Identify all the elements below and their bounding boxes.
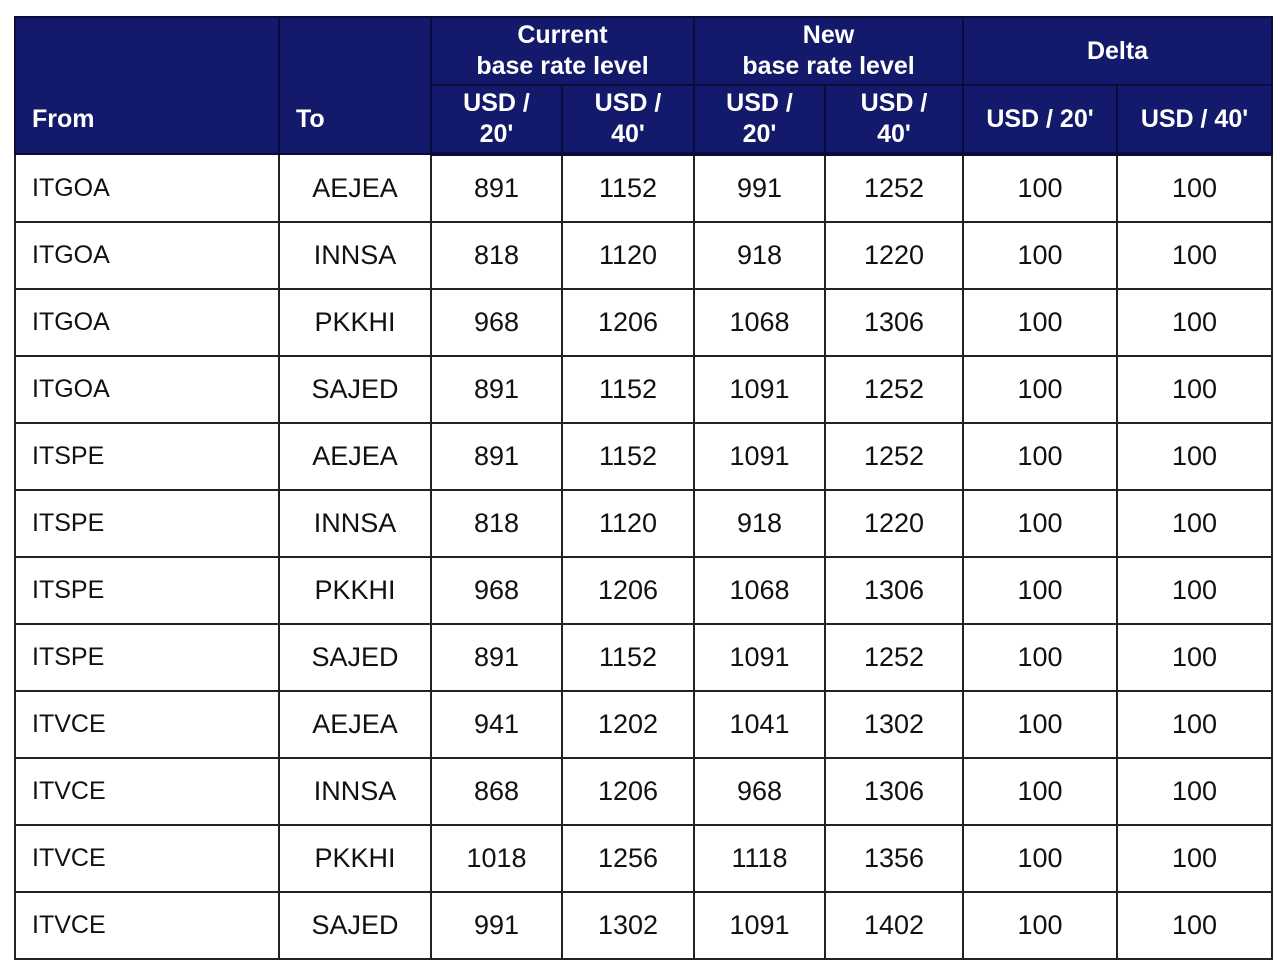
cell-current-40: 1202 [562, 691, 694, 758]
header-current [431, 17, 694, 85]
cell-from: ITSPE [15, 624, 279, 691]
header-label: 40' [877, 120, 911, 148]
cell-current-20: 991 [431, 892, 562, 959]
cell-from: ITSPE [15, 423, 279, 490]
cell-to: SAJED [279, 356, 431, 423]
cell-current-20: 818 [431, 222, 562, 289]
cell-current-20: 891 [431, 423, 562, 490]
cell-delta-20: 100 [963, 289, 1117, 356]
cell-delta-20: 100 [963, 892, 1117, 959]
cell-to: AEJEA [279, 154, 431, 222]
cell-delta-40: 100 [1117, 222, 1272, 289]
cell-new-40: 1302 [825, 691, 963, 758]
table-row [15, 490, 1272, 557]
cell-current-20: 891 [431, 154, 562, 222]
header-label: 20' [742, 120, 777, 148]
cell-delta-40: 100 [1117, 691, 1272, 758]
cell-new-40: 1306 [825, 289, 963, 356]
cell-new-40: 1252 [825, 423, 963, 490]
cell-delta-40: 100 [1117, 624, 1272, 691]
cell-new-20: 1041 [694, 691, 825, 758]
header-label: USD / [860, 89, 928, 117]
cell-new-20: 1091 [694, 624, 825, 691]
cell-new-20: 968 [694, 758, 825, 825]
header-label: USD / [463, 89, 530, 117]
cell-to: INNSA [279, 758, 431, 825]
cell-delta-40: 100 [1117, 825, 1272, 892]
cell-to: PKKHI [279, 557, 431, 624]
cell-from: ITGOA [15, 222, 279, 289]
cell-to: SAJED [279, 624, 431, 691]
cell-current-40: 1206 [562, 289, 694, 356]
cell-current-20: 941 [431, 691, 562, 758]
cell-delta-40: 100 [1117, 758, 1272, 825]
table-row [15, 892, 1272, 959]
cell-new-40: 1356 [825, 825, 963, 892]
cell-delta-20: 100 [963, 356, 1117, 423]
cell-new-40: 1220 [825, 222, 963, 289]
cell-current-20: 818 [431, 490, 562, 557]
cell-new-20: 918 [694, 222, 825, 289]
cell-new-40: 1252 [825, 154, 963, 222]
cell-to: PKKHI [279, 825, 431, 892]
cell-new-20: 918 [694, 490, 825, 557]
cell-delta-20: 100 [963, 222, 1117, 289]
cell-from: ITGOA [15, 356, 279, 423]
cell-current-40: 1120 [562, 222, 694, 289]
cell-delta-20: 100 [963, 490, 1117, 557]
cell-from: ITSPE [15, 557, 279, 624]
header-delta-usd20: USD / 20' [963, 85, 1117, 154]
header-to: To [279, 17, 431, 154]
cell-current-40: 1206 [562, 557, 694, 624]
header-new-line2: base rate level [742, 52, 915, 80]
cell-to: PKKHI [279, 289, 431, 356]
table-row [15, 154, 1272, 222]
header-group-row [15, 17, 1272, 85]
cell-current-40: 1206 [562, 758, 694, 825]
cell-new-40: 1402 [825, 892, 963, 959]
table-row [15, 691, 1272, 758]
cell-current-20: 891 [431, 356, 562, 423]
header-from: From [15, 17, 279, 154]
cell-current-40: 1152 [562, 154, 694, 222]
table-row [15, 825, 1272, 892]
cell-to: AEJEA [279, 423, 431, 490]
cell-delta-40: 100 [1117, 356, 1272, 423]
rate-table [14, 16, 1273, 960]
cell-new-20: 1091 [694, 356, 825, 423]
cell-from: ITVCE [15, 892, 279, 959]
cell-to: INNSA [279, 222, 431, 289]
cell-from: ITGOA [15, 289, 279, 356]
header-current-line1: Current [517, 21, 608, 49]
cell-current-40: 1152 [562, 423, 694, 490]
cell-new-40: 1306 [825, 758, 963, 825]
table-row [15, 222, 1272, 289]
cell-current-40: 1302 [562, 892, 694, 959]
header-delta: Delta [963, 17, 1272, 85]
cell-new-20: 991 [694, 154, 825, 222]
cell-new-20: 1068 [694, 289, 825, 356]
cell-current-40: 1120 [562, 490, 694, 557]
table-row [15, 423, 1272, 490]
header-label: USD / [726, 89, 793, 117]
cell-delta-20: 100 [963, 825, 1117, 892]
header-current-usd20 [431, 85, 562, 154]
cell-from: ITVCE [15, 758, 279, 825]
header-new-usd20 [694, 85, 825, 154]
cell-new-20: 1091 [694, 423, 825, 490]
header-current-usd40 [562, 85, 694, 154]
cell-delta-40: 100 [1117, 289, 1272, 356]
cell-new-40: 1252 [825, 624, 963, 691]
cell-new-40: 1306 [825, 557, 963, 624]
header-label: USD / [594, 89, 662, 117]
header-new-line1: New [802, 21, 855, 49]
cell-from: ITVCE [15, 825, 279, 892]
cell-delta-40: 100 [1117, 892, 1272, 959]
cell-from: ITVCE [15, 691, 279, 758]
cell-new-20: 1118 [694, 825, 825, 892]
header-label: 40' [611, 120, 645, 148]
cell-delta-40: 100 [1117, 557, 1272, 624]
cell-delta-20: 100 [963, 557, 1117, 624]
cell-delta-40: 100 [1117, 154, 1272, 222]
cell-current-20: 891 [431, 624, 562, 691]
cell-current-20: 968 [431, 289, 562, 356]
cell-current-40: 1152 [562, 624, 694, 691]
table-row [15, 289, 1272, 356]
cell-current-20: 868 [431, 758, 562, 825]
cell-new-20: 1068 [694, 557, 825, 624]
cell-new-40: 1220 [825, 490, 963, 557]
cell-delta-20: 100 [963, 691, 1117, 758]
header-new-usd40 [825, 85, 963, 154]
table-row [15, 557, 1272, 624]
table-body [15, 154, 1272, 959]
cell-delta-20: 100 [963, 423, 1117, 490]
cell-delta-40: 100 [1117, 490, 1272, 557]
cell-delta-40: 100 [1117, 423, 1272, 490]
cell-to: AEJEA [279, 691, 431, 758]
table-row [15, 624, 1272, 691]
cell-to: INNSA [279, 490, 431, 557]
table-row [15, 356, 1272, 423]
cell-new-40: 1252 [825, 356, 963, 423]
header-current-line2: base rate level [476, 52, 649, 80]
table-row [15, 758, 1272, 825]
cell-to: SAJED [279, 892, 431, 959]
cell-current-20: 1018 [431, 825, 562, 892]
cell-new-20: 1091 [694, 892, 825, 959]
header-new [694, 17, 963, 85]
header-label: 20' [479, 120, 514, 148]
cell-from: ITSPE [15, 490, 279, 557]
cell-from: ITGOA [15, 154, 279, 222]
cell-current-40: 1256 [562, 825, 694, 892]
cell-current-40: 1152 [562, 356, 694, 423]
header-delta-usd40: USD / 40' [1117, 85, 1272, 154]
cell-delta-20: 100 [963, 758, 1117, 825]
cell-current-20: 968 [431, 557, 562, 624]
cell-delta-20: 100 [963, 154, 1117, 222]
cell-delta-20: 100 [963, 624, 1117, 691]
